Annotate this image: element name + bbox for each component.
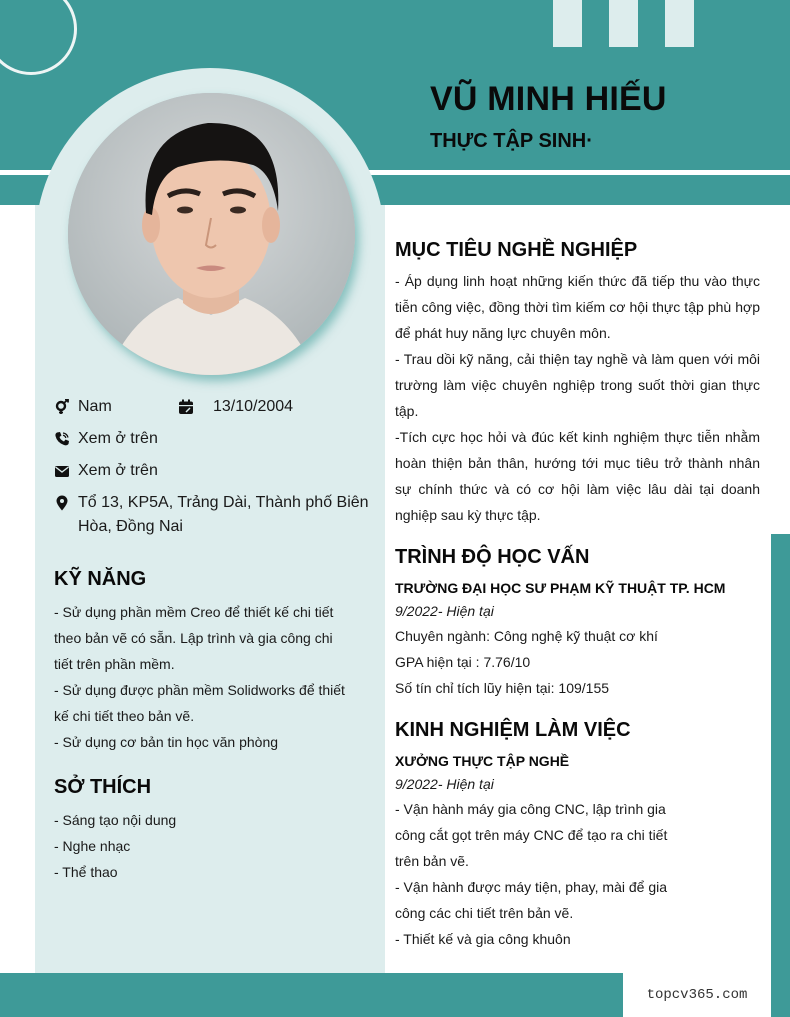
location-pin-icon xyxy=(54,491,78,515)
experience-title: KINH NGHIỆM LÀM VIỆC xyxy=(395,719,631,741)
footer-watermark: topcv365.com xyxy=(646,987,748,1003)
contact-birthday xyxy=(178,395,293,419)
experience-line: - Vận hành máy gia công CNC, lập trình gia xyxy=(395,801,666,817)
decorative-bar xyxy=(609,0,638,47)
experience-line: - Thiết kế và gia công khuôn xyxy=(395,931,571,947)
decorative-bar xyxy=(665,0,694,47)
experience-line: trên bản vẽ. xyxy=(395,853,469,869)
email-value: Xem ở trên xyxy=(78,462,158,479)
contact-address xyxy=(54,491,374,539)
decorative-bar xyxy=(553,0,582,47)
education-detail: Số tín chỉ tích lũy hiện tại: 109/155 xyxy=(395,680,610,696)
education-period: 9/2022- Hiện tại xyxy=(395,603,494,619)
experience-line: công cắt gọt trên máy CNC để tạo ra chi tiết xyxy=(395,827,668,843)
contact-email xyxy=(54,459,158,483)
experience-line: công các chi tiết trên bản vẽ. xyxy=(395,905,574,921)
experience-company: XƯỞNG THỰC TẬP NGHỀ xyxy=(395,753,570,769)
experience-lines xyxy=(395,796,667,952)
gender-value: Nam xyxy=(78,398,112,415)
hobbies-title: SỞ THÍCH xyxy=(54,776,152,798)
objective-title: MỤC TIÊU NGHỀ NGHIỆP xyxy=(395,239,638,261)
hobby-item: - Nghe nhạc xyxy=(54,838,131,854)
hobby-item: - Sáng tạo nội dung xyxy=(54,812,177,828)
avatar xyxy=(68,93,355,375)
objective-item: -Tích cực học hỏi và đúc kết kinh nghiệm thực tiễn nhằm hoàn thiện bản thân, hướng tới mục tiêu trở thành nhân sự chính thức và có cơ hội làm việc lâu dài tại doanh nghiệp sau kỳ thực tập. xyxy=(395,429,760,523)
experience-line: - Vận hành được máy tiện, phay, mài để gia xyxy=(395,879,667,895)
skill-item: - Sử dụng phần mềm Creo để thiết kế chi tiết theo bản vẽ có sẵn. Lập trình và gia công chi tiết trên phần mềm. xyxy=(54,604,334,672)
education-school: TRƯỜNG ĐẠI HỌC SƯ PHẠM KỸ THUẬT TP. HCM xyxy=(395,580,726,596)
phone-icon xyxy=(54,427,78,451)
gender-icon xyxy=(54,395,78,419)
phone-value: Xem ở trên xyxy=(78,430,158,447)
contact-phone xyxy=(54,427,158,451)
objective-item: - Áp dụng linh hoạt những kiến thức đã tiếp thu vào thực tiễn công việc, đồng thời tìm kiếm cơ hội thực tập phù hợp để phát huy năng lực chuyên môn. xyxy=(395,273,760,341)
address-value: Tổ 13, KP5A, Trảng Dài, Thành phố Biên Hòa, Đồng Nai xyxy=(78,494,369,535)
education-detail: Chuyên ngành: Công nghệ kỹ thuật cơ khí xyxy=(395,628,658,644)
objective-list xyxy=(395,268,760,528)
skill-item: - Sử dụng được phần mềm Solidworks để thiết kế chi tiết theo bản vẽ. xyxy=(54,682,345,724)
calendar-icon xyxy=(178,395,213,419)
hobby-item: - Thể thao xyxy=(54,864,118,880)
education-detail: GPA hiện tại : 7.76/10 xyxy=(395,654,531,670)
experience-period: 9/2022- Hiện tại xyxy=(395,776,494,792)
contact-gender xyxy=(54,395,112,419)
candidate-name: VŨ MINH HIẾU xyxy=(430,80,667,118)
footer-bar xyxy=(0,973,623,1017)
skills-list xyxy=(54,599,346,755)
education-title: TRÌNH ĐỘ HỌC VẤN xyxy=(395,546,590,568)
skills-title: KỸ NĂNG xyxy=(54,568,147,590)
hobbies-list xyxy=(54,807,354,885)
birthday-value: 13/10/2004 xyxy=(213,398,294,415)
education-details xyxy=(395,623,658,701)
candidate-position: THỰC TẬP SINH· xyxy=(430,130,593,152)
right-accent-strip xyxy=(771,534,790,1017)
objective-item: - Trau dồi kỹ năng, cải thiện tay nghề và làm quen với môi trường làm việc chuyên nghiệp trong suốt thời gian thực tập. xyxy=(395,351,760,419)
skill-item: - Sử dụng cơ bản tin học văn phòng xyxy=(54,734,279,750)
envelope-icon xyxy=(54,459,78,483)
